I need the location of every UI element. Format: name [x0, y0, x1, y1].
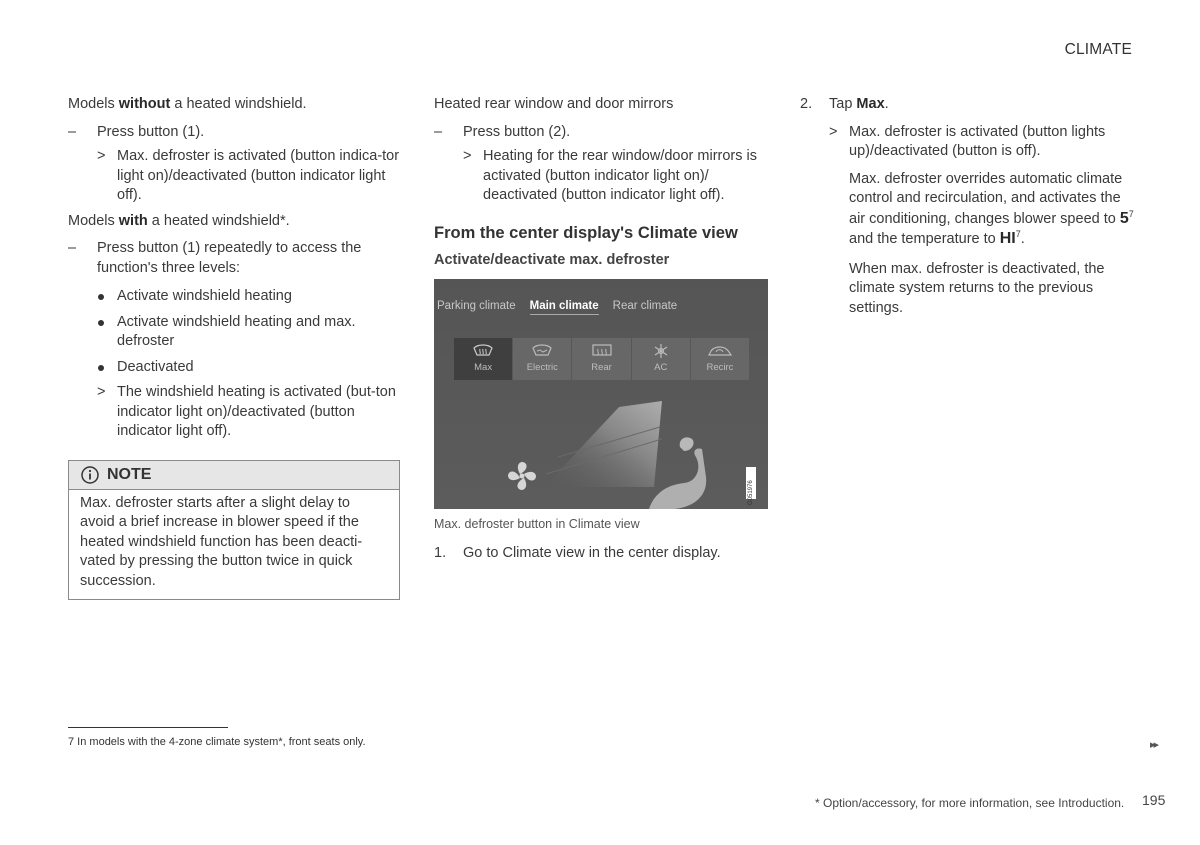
- max-defroster-button[interactable]: Max: [454, 338, 512, 380]
- max-defroster-override-text: Max. defroster overrides automatic climate control and recirculation, and activates the air conditioning, changes blower speed to $5^7$ and the temperature to $HI^7$.: [849, 170, 1134, 247]
- electric-windshield-icon: [531, 343, 553, 359]
- info-icon: [81, 466, 99, 484]
- step-press-repeatedly: – Press button (1) repeatedly to access the function's three levels:: [68, 240, 362, 276]
- heading-rear-window: Heated rear window and door mirrors: [434, 96, 674, 112]
- column-3: [800, 95, 1135, 326]
- recirc-button[interactable]: Recirc: [691, 338, 749, 380]
- rear-button[interactable]: Rear: [572, 338, 630, 380]
- result-without: > Max. defroster is activated (button indica-tor light on)/deactivated (button indicator light off).: [97, 148, 400, 203]
- level-item: Activate windshield heating: [68, 287, 400, 307]
- level-item: Activate windshield heating and max. defroster: [68, 313, 400, 352]
- ac-button[interactable]: AC: [632, 338, 690, 380]
- deactivated-text: When max. defroster is deactivated, the climate system returns to the previous settings.: [849, 260, 1105, 316]
- footnote-divider: [68, 727, 228, 728]
- note-box: [68, 460, 400, 601]
- tab-rear-climate[interactable]: Rear climate: [612, 299, 678, 312]
- page-number: 195: [1142, 792, 1166, 808]
- column-1: [68, 95, 400, 600]
- figure-caption: Max. defroster button in Climate view: [434, 516, 640, 531]
- climate-view-screenshot: [434, 279, 768, 509]
- section-title: From the center display's Climate view: [434, 223, 738, 242]
- climate-tabs: [437, 297, 691, 317]
- result-rear: > Heating for the rear window/door mirrors is activated (button indicator light on)/ deactivated (button indicator light off).: [463, 148, 757, 203]
- option-note: * Option/accessory, for more information, see Introduction.: [815, 796, 1125, 810]
- image-code: G051976: [746, 467, 756, 499]
- electric-button[interactable]: Electric: [513, 338, 571, 380]
- note-header: [69, 461, 399, 490]
- section-header: CLIMATE: [1064, 41, 1132, 58]
- step-press-button-2: – Press button (2).: [434, 123, 571, 140]
- level-item: Deactivated: [68, 358, 400, 378]
- step-press-button-1: – Press button (1).: [68, 123, 205, 140]
- max-defrost-icon: [472, 343, 494, 359]
- tab-main-climate[interactable]: Main climate: [530, 300, 599, 315]
- climate-button-bar: [454, 338, 750, 380]
- models-with-line: Models with a heated windshield*.: [68, 212, 290, 229]
- note-body: Max. defroster starts after a slight delay to avoid a brief increase in blower speed if the heated windshield function has been deacti-vated by pressing the button twice in quick succession.: [80, 494, 363, 589]
- footnote: 7 In models with the 4-zone climate system*, front seats only.: [68, 736, 366, 748]
- continue-arrows-icon: ▸▸: [1150, 739, 1158, 751]
- note-title: NOTE: [107, 465, 152, 483]
- recirculation-icon: [707, 343, 733, 359]
- rear-defrost-icon: [591, 343, 613, 359]
- step-1: 1. Go to Climate view in the center display.: [434, 545, 721, 561]
- column-2: [434, 95, 768, 572]
- result-step-2: > Max. defroster is activated (button lights up)/deactivated (button is off).: [829, 123, 1106, 159]
- models-without-line: Models without a heated windshield.: [68, 96, 307, 112]
- ac-snowflake-icon: [650, 343, 672, 359]
- tab-parking-climate[interactable]: Parking climate: [437, 299, 516, 312]
- subsection-title: Activate/deactivate max. defroster: [434, 252, 670, 268]
- result-with: > The windshield heating is activated (but-ton indicator light on)/deactivated (button indicator light off).: [97, 384, 396, 439]
- step-2: 2. Tap Max.: [800, 96, 889, 112]
